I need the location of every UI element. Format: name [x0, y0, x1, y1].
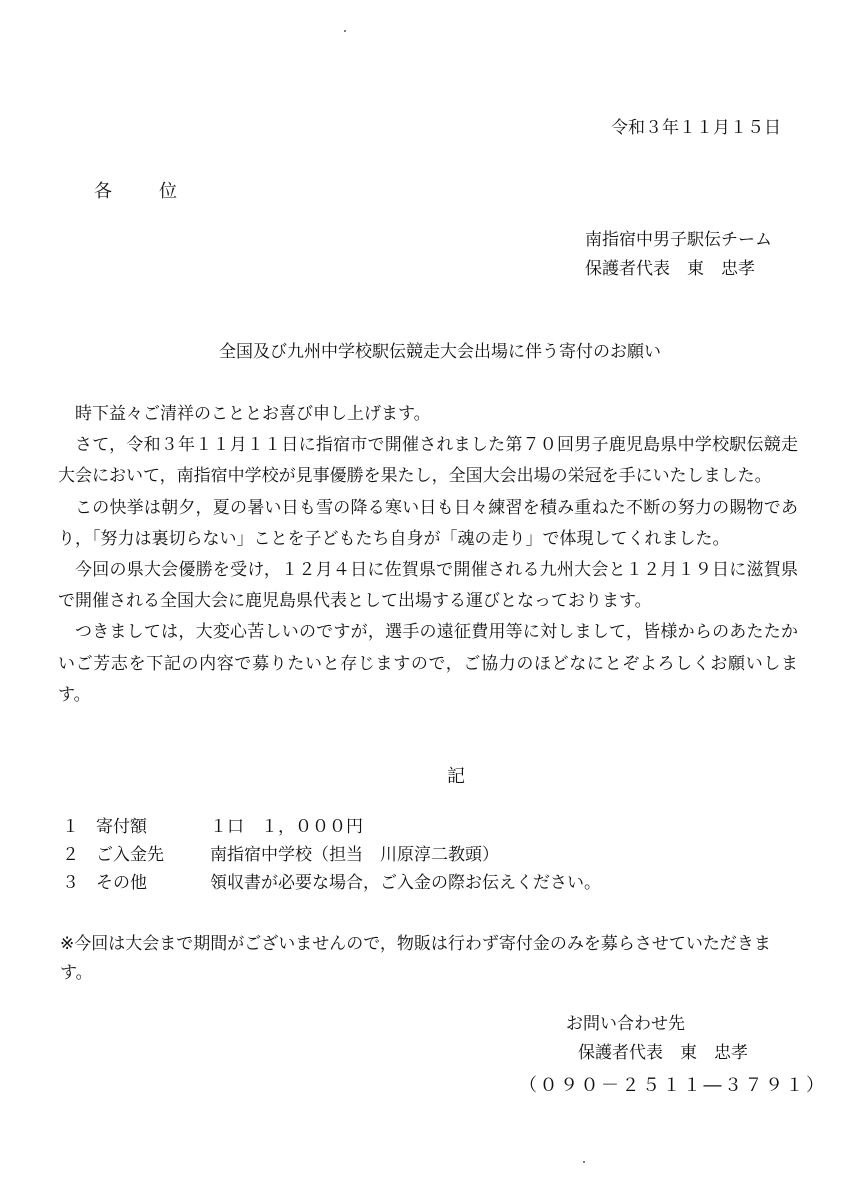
sender-team: 南指宿中男子駅伝チーム — [585, 230, 772, 250]
ki-heading: 記 — [447, 766, 465, 787]
note-text: ※今回は大会まで期間がございませんので，物販は行わず寄付金のみを募らさせていただきます。 — [60, 934, 771, 983]
item-number: ２ — [62, 845, 79, 865]
sender-block — [585, 230, 772, 288]
item-label: 寄付額 — [96, 817, 147, 837]
body-paragraph-request: つきましては，大変心苦しいのですが，選手の遠征費用等に対しまして，皆様からのあたたかいご芳志を下記の内容で募りたいと存じますので，ご協力のほどなにとぞよろしくお願いします。 — [58, 622, 798, 705]
letter-date: 令和３年１１月１５日 — [611, 118, 781, 138]
addressee-char-1: 各 — [94, 181, 113, 202]
item-label: その他 — [96, 873, 147, 893]
addressee-char-2: 位 — [159, 181, 178, 202]
contact-heading: お問い合わせ先 — [566, 1014, 685, 1034]
item-value: １口 １，０００円 — [210, 817, 363, 837]
body-paragraph-achievement: この快挙は朝夕，夏の暑い日も雪の降る寒い日も日々練習を積み重ねた不断の努力の賜物であり，「努力は裏切らない」ことを子どもたち自身が「魂の走り」で体現してくれました。 — [58, 497, 798, 549]
contact-phone: （０９０－２５１１―３７９１） — [519, 1075, 827, 1096]
item-value: 南指宿中学校（担当 川原淳二教頭） — [210, 845, 499, 865]
letter-body — [58, 399, 798, 711]
letter-title: 全国及び九州中学校駅伝競走大会出場に伴う寄付のお願い — [219, 342, 661, 362]
item-number: ３ — [62, 873, 79, 893]
contact-name: 保護者代表 東 忠孝 — [578, 1043, 748, 1063]
scan-speck — [344, 30, 346, 32]
sender-representative: 保護者代表 東 忠孝 — [585, 259, 755, 279]
body-paragraph-greeting: 時下益々ご清祥のこととお喜び申し上げます。 — [75, 404, 431, 424]
addressee — [94, 177, 178, 203]
item-value: 領収書が必要な場合，ご入金の際お伝えください。 — [210, 873, 601, 893]
item-label: ご入金先 — [96, 845, 164, 865]
item-number: １ — [62, 817, 79, 837]
scan-speck — [583, 1161, 585, 1163]
body-paragraph-schedule: 今回の県大会優勝を受け，１２月４日に佐賀県で開催される九州大会と１２月１９日に滋賀県で開催される全国大会に鹿児島県代表として出場する運びとなっております。 — [58, 560, 798, 612]
body-paragraph-result: さて，令和３年１１月１１日に指宿市で開催されました第７０回男子鹿児島県中学校駅伝競走大会において，南指宿中学校が見事優勝を果たし，全国大会出場の栄冠を手にいたしました。 — [58, 435, 798, 487]
